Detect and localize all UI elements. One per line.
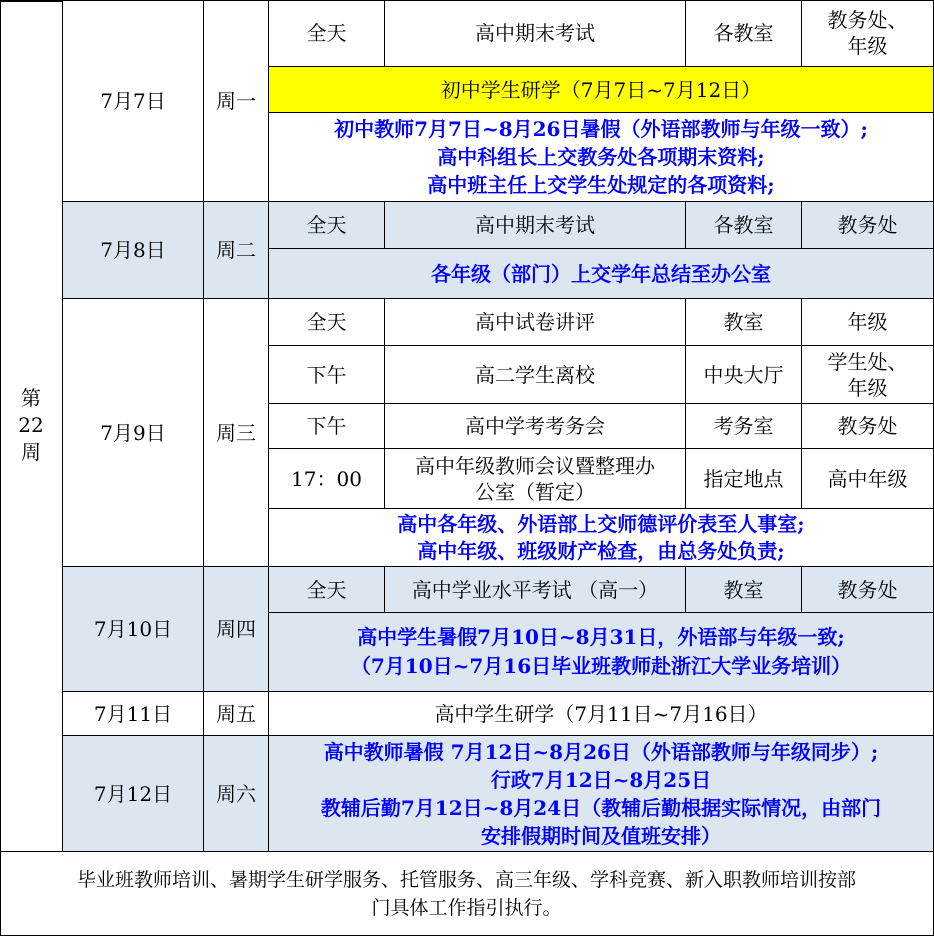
place-text: 教室 [723, 577, 764, 602]
date-cell-0707 [63, 0, 204, 202]
dept-text: 教务处 [837, 577, 898, 602]
weekday-cell-0711 [204, 692, 269, 736]
date-cell-0708 [63, 202, 204, 299]
content-cell [385, 299, 686, 346]
time-text: 全天 [306, 213, 347, 237]
content-text: 高二学生离校 [475, 362, 595, 387]
note-line: 高中班主任上交学生处规定的各项资料; [427, 173, 775, 197]
date-cell-0712 [63, 736, 204, 852]
weekday-text: 周四 [216, 617, 256, 641]
time-cell [269, 299, 385, 346]
content-cell-0711 [269, 692, 934, 736]
note-line: 初中教师7月7日~8月26日暑假（外语部教师与年级一致）; [334, 117, 868, 141]
place-cell [686, 299, 802, 346]
dept-text: 教务处 [837, 414, 898, 438]
dept-text: 高中年级 [827, 466, 908, 491]
date-text: 7月8日 [100, 238, 166, 262]
place-cell [686, 567, 802, 613]
note-line: 高中学生暑假7月10日~8月31日，外语部与年级一致; [357, 625, 845, 649]
dept-cell [802, 346, 934, 404]
content-text-line-1: 高中年级教师会议暨整理办 [415, 453, 655, 478]
place-text: 各教室 [713, 213, 774, 237]
notes-cell-0709 [269, 509, 934, 567]
date-text: 7月11日 [93, 701, 173, 726]
place-text: 考务室 [713, 414, 774, 438]
time-cell [269, 346, 385, 404]
weekday-cell-0712 [204, 736, 269, 852]
week-label-number: 22 [18, 413, 44, 437]
weekday-text: 周一 [216, 88, 256, 113]
highlight-cell [269, 67, 934, 113]
content-cell [385, 567, 686, 613]
time-text: 全天 [306, 21, 347, 45]
content-text: 高中期末考试 [475, 21, 595, 45]
content-cell [385, 0, 686, 67]
time-text: 17：00 [291, 466, 362, 491]
note-line: 高中各年级、外语部上交师德评价表至人事室; [397, 511, 805, 536]
date-cell-0710 [63, 567, 204, 692]
note-line: 高中科组长上交教务处各项期末资料; [437, 145, 765, 169]
note-line: （7月10日~7月16日毕业班教师赴浙江大学业务培训） [350, 654, 852, 678]
dept-cell [802, 449, 934, 509]
notes-cell-0710 [269, 613, 934, 692]
dept-text: 教务处 [837, 213, 898, 237]
content-cell [385, 449, 686, 509]
week-label-char-1: 第 [21, 386, 41, 410]
time-text: 全天 [306, 310, 347, 334]
time-cell [269, 567, 385, 613]
dept-cell [802, 299, 934, 346]
place-text: 指定地点 [703, 466, 784, 491]
place-text: 教室 [723, 310, 764, 334]
content-cell [385, 404, 686, 449]
note-line: 高中教师暑假 7月12日~8月26日（外语部教师与年级同步）; [323, 739, 879, 764]
time-cell [269, 404, 385, 449]
note-line: 安排假期时间及值班安排） [481, 823, 721, 848]
date-text: 7月10日 [93, 617, 173, 641]
time-cell [269, 449, 385, 509]
dept-cell [802, 202, 934, 249]
weekday-text: 周五 [216, 701, 256, 726]
footer-line: 毕业班教师培训、暑期学生研学服务、托管服务、高三年级、学科竞赛、新入职教师培训按部 [76, 868, 856, 891]
dept-cell [802, 567, 934, 613]
place-cell [686, 449, 802, 509]
weekday-text: 周三 [216, 420, 256, 445]
time-text: 下午 [306, 362, 347, 387]
content-cell [385, 202, 686, 249]
date-text: 7月12日 [93, 781, 173, 806]
week-label-cell [0, 0, 63, 852]
dept-text-line-1: 教务处、 [827, 8, 908, 32]
note-line: 高中年级、班级财产检查，由总务处负责; [417, 538, 785, 563]
date-text: 7月7日 [100, 88, 166, 113]
content-cell [385, 346, 686, 404]
weekday-cell-0707 [204, 0, 269, 202]
date-cell-0711 [63, 692, 204, 736]
dept-text-line-2: 年级 [847, 34, 888, 58]
content-text: 高中学业水平考试 （高一） [411, 577, 659, 602]
place-cell [686, 404, 802, 449]
notes-cell-0707 [269, 113, 934, 202]
note-line: 教辅后勤7月12日~8月24日（教辅后勤根据实际情况，由部门 [320, 795, 882, 820]
content-text: 高中期末考试 [475, 213, 595, 237]
dept-cell [802, 404, 934, 449]
place-text: 中央大厅 [703, 362, 784, 387]
place-text: 各教室 [713, 21, 774, 45]
date-text: 7月9日 [100, 420, 166, 445]
note-line: 各年级（部门）上交学年总结至办公室 [431, 261, 771, 286]
weekday-text: 周二 [216, 238, 256, 262]
notes-cell-0708 [269, 249, 934, 299]
notes-cell-0712 [269, 736, 934, 852]
note-line: 行政7月12日~8月25日 [490, 767, 712, 792]
footer-note [0, 852, 934, 936]
dept-cell [802, 0, 934, 67]
content-text: 高中试卷讲评 [475, 310, 595, 334]
place-cell [686, 346, 802, 404]
place-cell [686, 0, 802, 67]
dept-text: 年级 [847, 310, 888, 334]
weekday-cell-0709 [204, 299, 269, 567]
footer-line: 门具体工作指引执行。 [371, 896, 562, 919]
dept-text-line-2: 年级 [847, 375, 888, 400]
time-cell [269, 202, 385, 249]
place-cell [686, 202, 802, 249]
time-cell [269, 0, 385, 67]
content-text: 高中学生研学（7月11日~7月16日） [434, 701, 768, 726]
weekday-cell-0708 [204, 202, 269, 299]
content-text-line-2: 公室（暂定） [475, 479, 595, 504]
week-label-char-2: 周 [21, 440, 41, 464]
highlight-text: 初中学生研学（7月7日~7月12日） [440, 77, 762, 102]
time-text: 下午 [306, 414, 347, 438]
time-text: 全天 [306, 577, 347, 602]
dept-text-line-1: 学生处、 [827, 349, 908, 374]
weekday-text: 周六 [216, 781, 256, 806]
content-text: 高中学考考务会 [465, 414, 605, 438]
date-cell-0709 [63, 299, 204, 567]
weekday-cell-0710 [204, 567, 269, 692]
